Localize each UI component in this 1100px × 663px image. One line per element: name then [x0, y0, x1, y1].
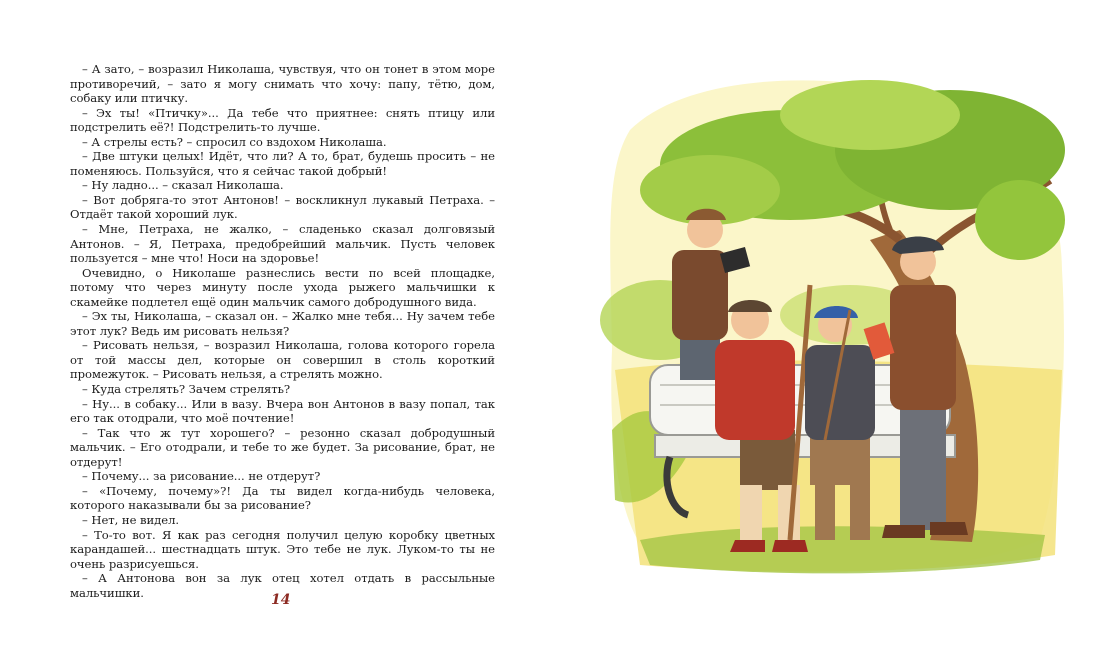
boy-standing-left-legs: [680, 335, 720, 380]
boy-red-shin: [740, 485, 762, 540]
text-column: [70, 62, 495, 600]
paragraph: – А зато, – возразил Николаша, чувствуя, что он тонет в этом море противоречий, – зато я могу снимать что хочу: папу, тётю, дом, собаку или птичку.: [70, 62, 495, 106]
boy-red-body: [715, 340, 795, 440]
paragraph: – А стрелы есть? – спросил со вздохом Николаша.: [82, 134, 387, 149]
paragraph: – Так что ж тут хорошего? – резонно сказал добродушный мальчик. – Его отодрали, и тебе то же будет. За рисование, брат, не отдерут!: [70, 425, 495, 469]
paragraph: – Мне, Петраха, не жалко, – сладенько сказал долговязый Антонов. – Я, Петраха, предобрейший мальчик. Пусть человек пользуется – мне что! Носи на здоровье!: [70, 222, 495, 266]
boy-blue-shin: [850, 480, 870, 540]
foliage: [975, 180, 1065, 260]
boy-standing-right-body: [890, 285, 956, 410]
paragraph: – «Почему, почему»?! Да ты видел когда-нибудь человека, которого наказывали бы за рисование?: [70, 483, 495, 513]
paragraph: – Почему... за рисование... не отдерут?: [82, 469, 321, 484]
paragraph: – Эх ты! «Птичку»... Да тебе что приятнее: снять птицу или подстрелить её?! Подстрелить-то лучше.: [70, 105, 495, 135]
boy-blue-legs: [810, 435, 870, 485]
paragraph: – Вот добряга-то этот Антонов! – воскликнул лукавый Петраха. – Отдаёт такой хороший лук.: [70, 192, 495, 222]
boy-standing-left-body: [672, 250, 728, 340]
paragraph: – Ну... в собаку... Или в вазу. Вчера вон Антонов в вазу попал, так его так отодрали, что моё почтение!: [70, 396, 495, 426]
paragraph: – Эх ты, Николаша, – сказал он. – Жалко мне тебя... Ну зачем тебе этот лук? Ведь им рисовать нельзя?: [70, 309, 495, 338]
paragraph: – Куда стрелять? Зачем стрелять?: [82, 382, 291, 397]
page-number: 14: [271, 592, 291, 608]
boy-blue-shin: [815, 480, 835, 540]
grass-front: [640, 526, 1045, 573]
paragraph: – Нет, не видел.: [82, 512, 180, 527]
illustration-boys-on-bench: [600, 70, 1070, 580]
paragraph: – Две штуки целых! Идёт, что ли? А то, брат, будешь просить – не поменяюсь. Пользуйся, что я сейчас такой добрый!: [70, 149, 495, 178]
paragraph: – Ну ладно... – сказал Николаша.: [82, 178, 284, 193]
paragraph: – А Антонова вон за лук отец хотел отдать в рассыльные мальчишки.: [70, 571, 495, 600]
paragraph: Очевидно, о Николаше разнеслись вести по всей площадке, потому что через минуту после ухода рыжего мальчишки к скамейке подлетел ещё один мальчик самого добродушного вида.: [70, 265, 495, 309]
paragraph: – Рисовать нельзя, – возразил Николаша, голова которого горела от той массы дел, которые он совершил в столь короткий промежуток. – Рисовать нельзя, а стрелять можно.: [70, 338, 495, 382]
paragraph: – То-то вот. Я как раз сегодня получил целую коробку цветных карандашей... шестнадцать штук. Это тебе не лук. Луком-то ты не очень разрисуешься.: [70, 527, 495, 571]
boy-standing-right-legs: [900, 400, 946, 530]
foliage: [780, 80, 960, 150]
